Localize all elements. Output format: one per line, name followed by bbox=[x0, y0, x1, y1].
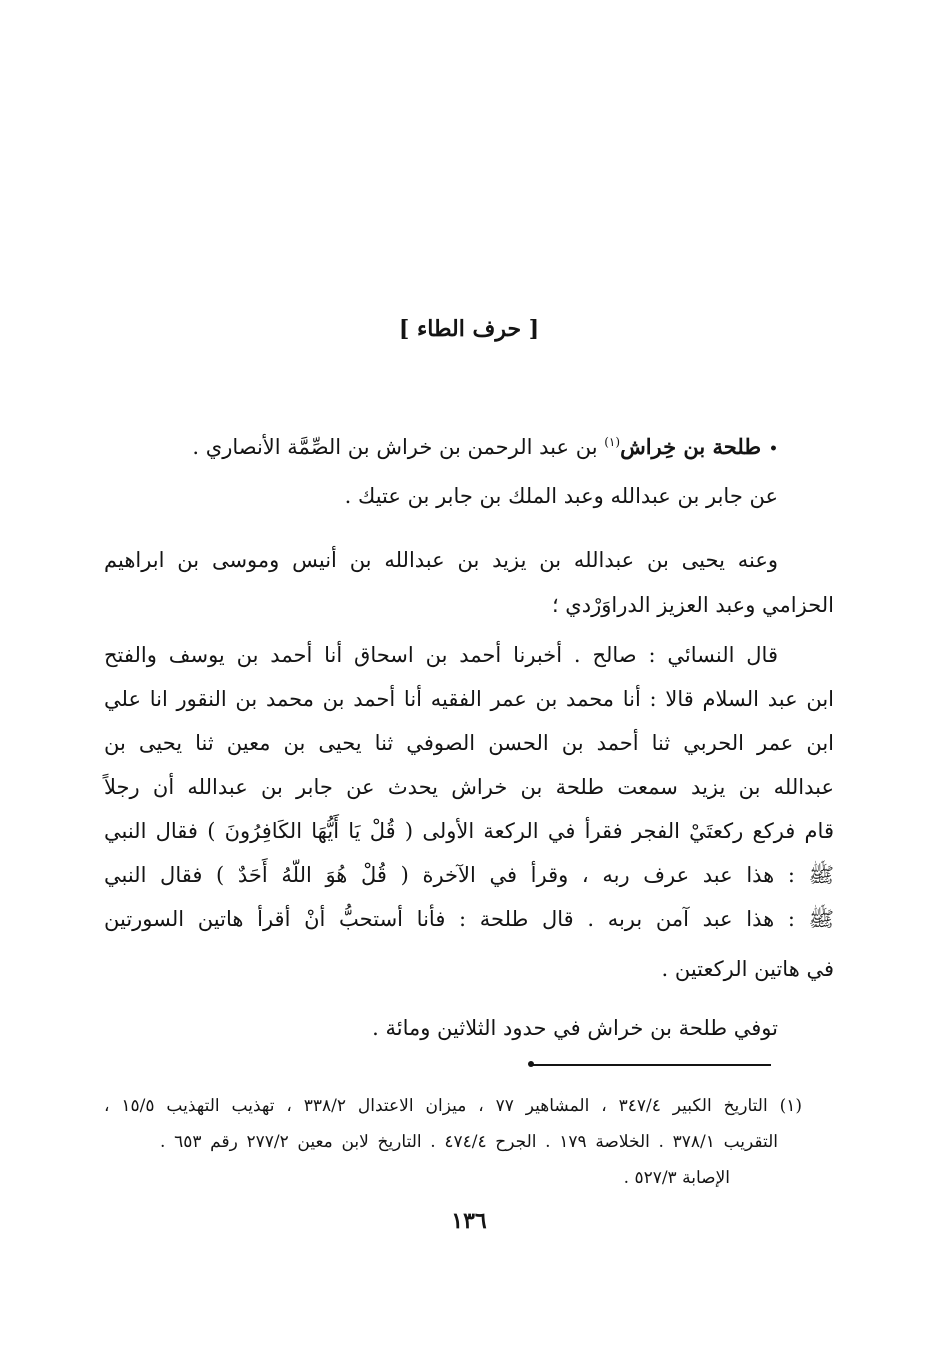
page-number: ١٣٦ bbox=[451, 1208, 487, 1234]
body-line-3: الحزامي وعبد العزيز الدراوَرْدي ؛ bbox=[551, 593, 834, 617]
body-line-11: في هاتين الركعتين . bbox=[661, 957, 834, 981]
body-line-4: قال النسائي : صالح . أخبرنا أحمد بن اسحاق أنا أحمد بن يوسف والفتح bbox=[104, 643, 778, 667]
body-line-1: عن جابر بن عبدالله وعبد الملك بن جابر بن عتيك . bbox=[344, 484, 778, 508]
body-line-5: ابن عبد السلام قالا : أنا محمد بن عمر الفقيه أنا أحمد بن محمد بن النقور انا علي bbox=[104, 687, 834, 711]
body-line-9: ﷺ : هذا عبد عرف ربه ، وقرأ في الآخرة ( قُلْ هُوَ اللّهُ أَحَدٌ ) فقال النبي bbox=[104, 863, 834, 887]
body-line-6: ابن عمر الحربي ثنا أحمد بن الحسن الصوفي ثنا يحيى بن معين ثنا يحيى بن bbox=[104, 731, 834, 755]
entry-bullet: • bbox=[769, 440, 778, 457]
footnote-line-2: التقريب ٣٧٨/١ . الخلاصة ١٧٩ . الجرح ٤٧٤/٤ . التاريخ لابن معين ٢٧٧/٢ رقم ٦٥٣ . bbox=[160, 1132, 779, 1152]
footnote-separator bbox=[533, 1064, 771, 1066]
entry-lineage: بن عبد الرحمن بن خراش بن الصِّمَّة الأنصاري . bbox=[192, 435, 598, 459]
body-line-7: عبدالله بن يزيد سمعت طلحة بن خراش يحدث عن جابر بن عبدالله أن رجلاً bbox=[104, 775, 834, 799]
section-heading: [ حرف الطاء ] bbox=[398, 316, 540, 342]
entry-header-line bbox=[192, 427, 778, 464]
footnote-line-1: (١) التاريخ الكبير ٣٤٧/٤ ، المشاهير ٧٧ ، ميزان الاعتدال ٣٣٨/٢ ، تهذيب التهذيب ١٥/٥ ، bbox=[104, 1096, 803, 1116]
entry-name: طلحة بن خِراش bbox=[620, 434, 762, 459]
body-line-2: وعنه يحيى بن عبدالله بن يزيد بن عبدالله بن أنيس وموسى بن ابراهيم bbox=[104, 548, 778, 572]
footnote-ref: (١) bbox=[604, 435, 621, 449]
body-line-10: ﷺ : هذا عبد آمن بربه . قال طلحة : فأنا أستحبُّ أنْ أقرأ هاتين السورتين bbox=[104, 907, 834, 931]
footnote-line-3: الإصابة ٥٢٧/٣ . bbox=[623, 1168, 730, 1188]
footnote-separator-dot bbox=[528, 1061, 534, 1067]
body-line-8: قام فركع ركعتَيْ الفجر فقرأ في الركعة الأولى ( قُلْ يَا أَيُّهَا الكَافِرُونَ ) فقال النبي bbox=[104, 819, 834, 843]
body-line-12: توفي طلحة بن خراش في حدود الثلاثين ومائة . bbox=[372, 1016, 778, 1040]
